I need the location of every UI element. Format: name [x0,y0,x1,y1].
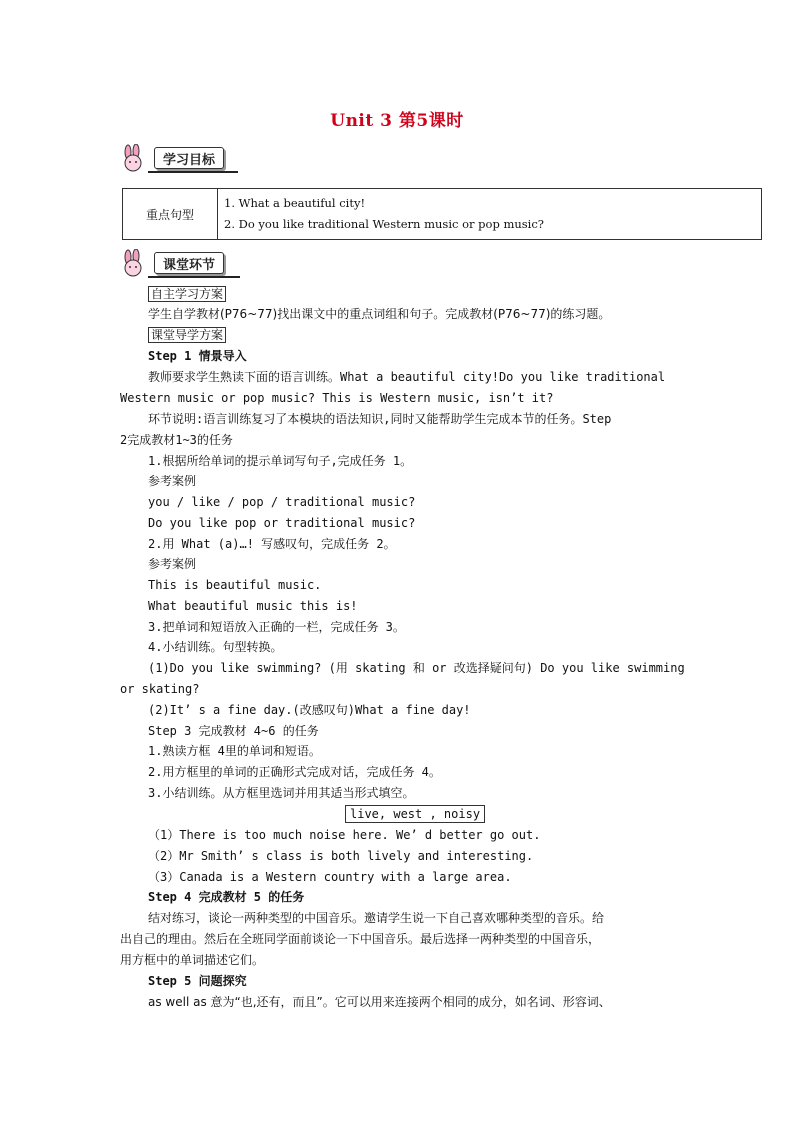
step-title: Step 5 问题探究 [148,974,247,988]
plan-heading: 自主学习方案 [148,286,226,302]
task-item: 3.小结训练。从方框里选词并用其适当形式填空。 [148,786,415,800]
example-line: This is beautiful music. [148,578,322,592]
rabbit-icon [118,144,152,172]
word-box: live, west , noisy [345,805,485,823]
divider [148,276,240,278]
goals-table [122,188,762,240]
paragraph: 出自己的理由。然后在全班同学面前谈论一下中国音乐。最后选择一两种类型的中国音乐， [120,932,601,946]
exercise-line: (1)Do you like swimming? (用 skating 和 or 改选择疑问句) Do you like swimming [148,661,685,675]
rabbit-icon [118,249,152,277]
task-item: 1.根据所给单词的提示单词写句子,完成任务 1。 [148,454,413,468]
goal-item: 1. What a beautiful city! [224,196,366,210]
task-item: 1.熟读方框 4里的单词和短语。 [148,744,321,758]
section-label: 课堂环节 [154,252,224,274]
paragraph: 2完成教材1~3的任务 [120,433,233,447]
paragraph: 用方框中的单词描述它们。 [120,953,265,967]
task-item: 2.用方框里的单词的正确形式完成对话，完成任务 4。 [148,765,441,779]
paragraph: Western music or pop music? This is Western music, isn’t it? [120,391,554,405]
divider [148,171,238,173]
answer-line: （3）Canada is a Western country with a large area. [148,870,512,884]
reference-label: 参考案例 [148,557,197,571]
plan-heading: 课堂导学方案 [148,327,226,343]
paragraph: 环节说明:语言训练复习了本模块的语法知识,同时又能帮助学生完成本节的任务。Step [148,412,612,426]
example-line: you / like / pop / traditional music? [148,495,416,509]
exercise-line: (2)It’ s a fine day.(改感叹句)What a fine day! [148,703,471,717]
reference-label: 参考案例 [148,474,197,488]
step-title: Step 1 情景导入 [148,349,247,363]
task-item: 2.用 What (a)…! 写感叹句，完成任务 2。 [148,537,396,551]
step-title: Step 4 完成教材 5 的任务 [148,890,305,904]
goal-item: 2. Do you like traditional Western music or pop music? [224,217,544,231]
example-line: Do you like pop or traditional music? [148,516,416,530]
paragraph: as well as 意为“也,还有，而且”。它可以用来连接两个相同的成分，如名词、形容词、 [148,995,611,1009]
exercise-line: or skating? [120,682,200,696]
answer-line: （2）Mr Smith’ s class is both lively and interesting. [148,849,534,863]
paragraph: 教师要求学生熟读下面的语言训练。What a beautiful city!Do you like traditional [148,370,666,384]
task-item: 3.把单词和短语放入正确的一栏，完成任务 3。 [148,620,405,634]
paragraph: 结对练习，谈论一两种类型的中国音乐。邀请学生说一下自己喜欢哪种类型的音乐。给 [148,911,605,925]
page-title: Unit 3 第5课时 [330,111,464,131]
section-header-class [118,250,224,276]
answer-line: （1）There is too much noise here. We’ d better go out. [148,828,541,842]
example-line: What beautiful music this is! [148,599,358,613]
task-item: 4.小结训练。句型转换。 [148,640,283,654]
goals-list [218,189,762,240]
goals-label: 重点句型 [123,189,218,240]
section-label: 学习目标 [154,147,224,169]
paragraph: 学生自学教材(P76~77)找出课文中的重点词组和句子。完成教材(P76~77)的练习题。 [148,307,611,321]
section-header-goals [118,145,224,171]
step-title: Step 3 完成教材 4~6 的任务 [148,724,319,738]
